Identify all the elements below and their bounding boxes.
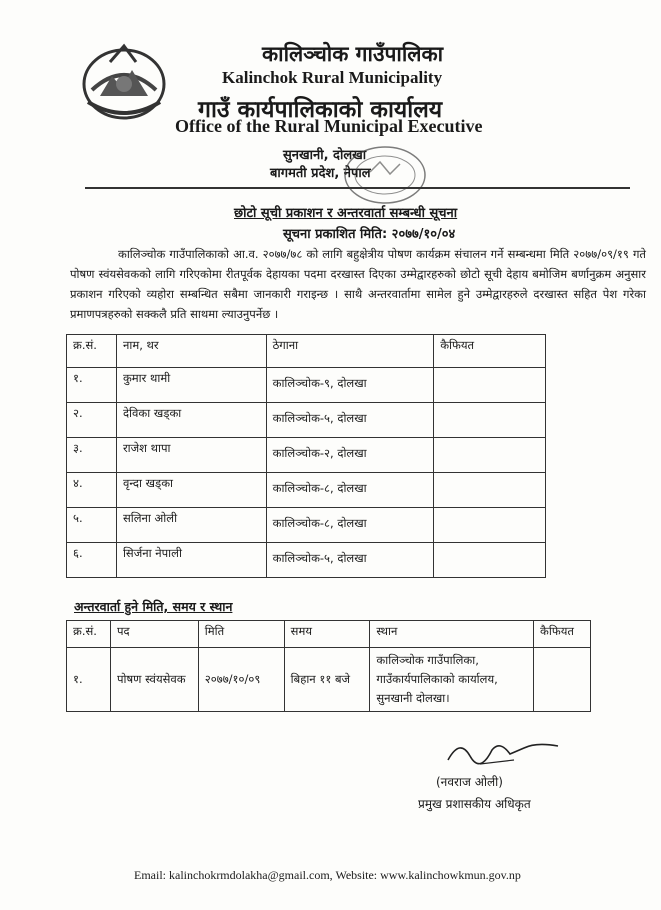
cell-sn: १. [67,648,111,712]
cell-sn: १. [67,368,117,403]
office-name-np: गाउँ कार्यपालिकाको कार्यालय [198,97,443,123]
column-header-sn: क्र.सं. [67,335,117,368]
address-text: कालिञ्चोक-८, दोलखा [272,481,367,495]
header-divider [85,187,630,189]
table-row [67,403,546,438]
shortlist-table [66,334,546,578]
cell-address [266,508,434,543]
cell-address [266,438,434,473]
cell-name: देविका खड्का [116,403,266,438]
address-text: कालिञ्चोक-८, दोलखा [272,516,367,530]
cell-address [266,543,434,578]
handwritten-signature [440,730,570,770]
interview-heading: अन्तरवार्ता हुने मिति, समय र स्थान [74,599,233,614]
address-line-1: सुनखानी, दोलखा [283,148,367,163]
municipality-name-np: कालिञ्चोक गाउँपालिका [262,42,444,66]
column-header-remarks: कैफियत [534,621,591,648]
published-date: सूचना प्रकाशित मिति: २०७७/१०/०४ [283,227,456,242]
notice-title: छोटो सूची प्रकाशन र अन्तरवार्ता सम्बन्धी सूचना [234,206,458,221]
footer-contact: Email: kalinchokrmdolakha@gmail.com, Website: www.kalinchowkmun.gov.np [134,868,521,882]
office-stamp-icon [340,140,430,210]
cell-remarks [434,368,546,403]
table-row [67,368,546,403]
column-header-name: नाम, थर [116,335,266,368]
cell-remarks [434,543,546,578]
cell-address [266,368,434,403]
cell-address [266,403,434,438]
signatory-title: प्रमुख प्रशासकीय अधिकृत [418,797,531,811]
interview-header-row [67,621,591,648]
cell-sn: ६. [67,543,117,578]
table-row [67,473,546,508]
cell-sn: ३. [67,438,117,473]
table-row [67,508,546,543]
cell-remarks [434,508,546,543]
column-header-post: पद [110,621,198,648]
address-text: कालिञ्चोक-५, दोलखा [272,551,367,565]
table-row [67,438,546,473]
notice-body [70,244,646,324]
cell-name: राजेश थापा [116,438,266,473]
address-text: कालिञ्चोक-९, दोलखा [272,376,367,390]
place-line: कालिञ्चोक गाउँपालिका, [376,653,479,667]
cell-name: वृन्दा खड्का [116,473,266,508]
column-header-time: समय [284,621,370,648]
municipality-name-en: Kalinchok Rural Municipality [222,68,443,87]
column-header-sn: क्र.सं. [67,621,111,648]
cell-remarks [434,403,546,438]
table-row [67,543,546,578]
column-header-place: स्थान [370,621,534,648]
notice-body-text: कालिञ्चोक गाउँपालिकाको आ.व. २०७७/७८ को लागि बहुक्षेत्रीय पोषण कार्यक्रम संचालन गर्ने सम्बन्धमा मिति २०७७/०९/१९ गते पोषण स्वंयसेवकको लागि गरिएकोमा रीतपूर्वक देहायका पदमा दरखास्त दिएका उम्मेद्वारहरुको छोटो सूची देहाय बमोजिम बर्णानुक्रम अनुसार प्रकाशन गरिएको व्यहोरा सम्बन्धित सबैमा जानकारी गराइन्छ । साथै अन्तरवार्तामा सामेल हुने उम्मेद्वारहरुले दरखास्त सहित पेश गरेका प्रमाणपत्रहरुको सक्कलै प्रति साथमा ल्याउनुपर्नेछ । [70,247,646,321]
cell-name: सलिना ओली [116,508,266,543]
address-line-2: बागमती प्रदेश, नेपाल [270,166,371,181]
office-name-en: Office of the Rural Municipal Executive [175,116,483,136]
table-row [67,648,591,712]
signatory-name: (नवराज ओली) [436,775,503,789]
address-text: कालिञ्चोक-२, दोलखा [272,446,367,460]
place-line: सुनखानी दोलखा। [376,691,450,705]
cell-remarks [434,473,546,508]
cell-place [370,648,534,712]
shortlist-header-row [67,335,546,368]
cell-remarks [434,438,546,473]
cell-sn: ५. [67,508,117,543]
column-header-address: ठेगाना [266,335,434,368]
cell-address [266,473,434,508]
cell-name: कुमार थामी [116,368,266,403]
column-header-date: मिति [198,621,284,648]
cell-post: पोषण स्वंयसेवक [110,648,198,712]
cell-date: २०७७/१०/०९ [198,648,284,712]
cell-sn: ४. [67,473,117,508]
column-header-remarks: कैफियत [434,335,546,368]
interview-table [66,620,591,712]
cell-sn: २. [67,403,117,438]
nepal-emblem-icon [78,40,170,122]
cell-remarks [534,648,591,712]
cell-time: बिहान ११ बजे [284,648,370,712]
cell-name: सिर्जना नेपाली [116,543,266,578]
address-text: कालिञ्चोक-५, दोलखा [272,411,367,425]
place-line: गाउँकार्यपालिकाको कार्यालय, [376,672,498,686]
